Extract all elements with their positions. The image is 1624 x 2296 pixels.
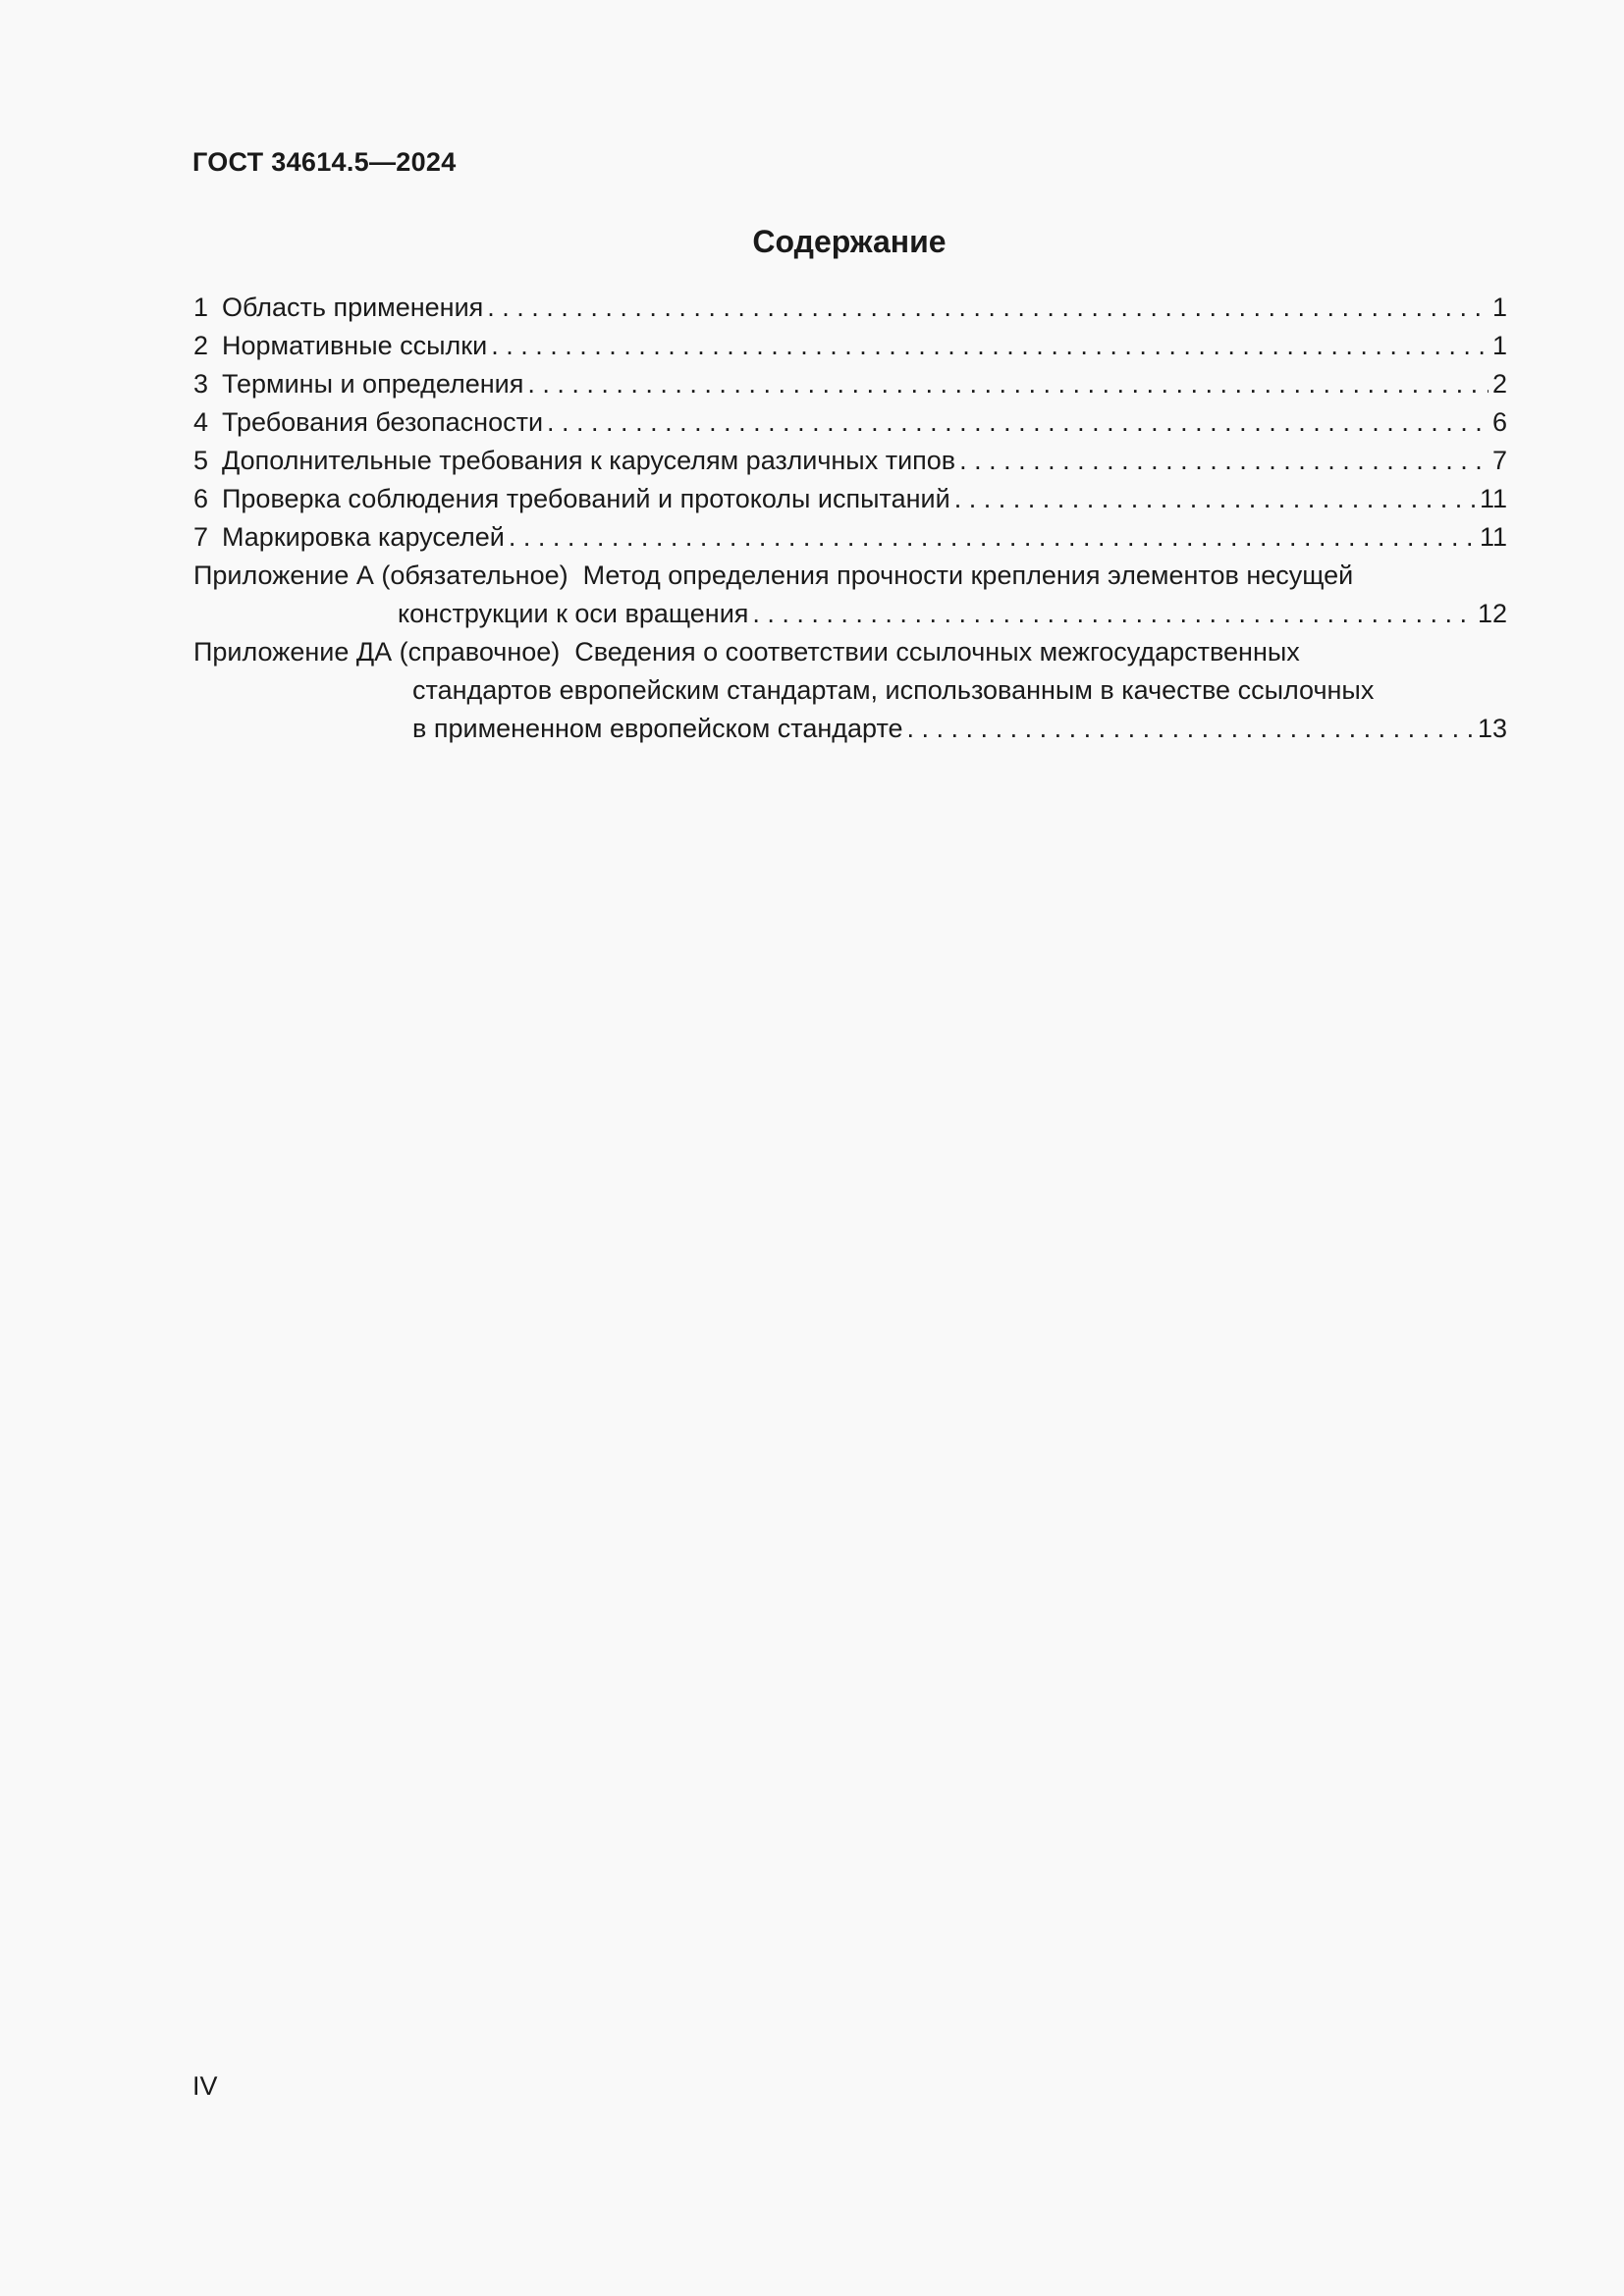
dot-leader <box>547 403 1489 442</box>
toc-entry-label: Требования безопасности <box>222 407 544 437</box>
toc-entry-page: 6 <box>1491 407 1507 437</box>
dot-leader <box>752 595 1474 633</box>
toc-entry-label: Маркировка каруселей <box>222 522 505 552</box>
toc-entry-number: 7 <box>193 522 209 552</box>
page-number: IV <box>192 2071 218 2101</box>
toc-entry-page: 1 <box>1491 293 1507 322</box>
dot-leader <box>954 480 1476 518</box>
toc-entry-1[interactable] <box>193 289 1507 327</box>
toc-entry-page: 13 <box>1477 714 1507 743</box>
toc-entry-7[interactable] <box>193 518 1507 557</box>
toc-entry-number: 5 <box>193 446 209 475</box>
annex-a-title-line: Приложение А (обязательное) Метод определения прочности крепления элементов несущей <box>193 561 1354 590</box>
dot-leader <box>509 518 1476 557</box>
toc-entry-3[interactable] <box>193 365 1507 403</box>
dot-leader <box>959 442 1489 480</box>
document-designation: ГОСТ 34614.5—2024 <box>192 147 457 177</box>
annex-a-continuation <box>193 595 1507 633</box>
toc-entry-label: Нормативные ссылки <box>222 331 488 360</box>
dot-leader <box>527 365 1489 403</box>
toc-entry-number: 6 <box>193 484 209 513</box>
table-of-contents <box>193 289 1507 748</box>
toc-entry-6[interactable] <box>193 480 1507 518</box>
toc-entry-number: 1 <box>193 293 209 322</box>
toc-entry-4[interactable] <box>193 403 1507 442</box>
annex-da-title-line: Приложение ДА (справочное) Сведения о соответствии ссылочных межгосударственных <box>193 637 1300 667</box>
toc-entry-label: Область применения <box>222 293 484 322</box>
annex-da-last-line <box>193 710 1507 748</box>
toc-entry-page: 11 <box>1479 522 1507 552</box>
toc-annex-da[interactable] <box>193 633 1507 748</box>
dot-leader <box>491 327 1489 365</box>
toc-entry-page: 12 <box>1477 599 1507 628</box>
toc-title: Содержание <box>752 224 947 259</box>
toc-entry-number: 3 <box>193 369 209 399</box>
toc-entry-2[interactable] <box>193 327 1507 365</box>
toc-entry-number: 2 <box>193 331 209 360</box>
toc-entry-label: Дополнительные требования к каруселям различных типов <box>222 446 956 475</box>
toc-entry-number: 4 <box>193 407 209 437</box>
annex-da-title-end: в примененном европейском стандарте <box>412 714 903 743</box>
dot-leader <box>907 710 1474 748</box>
annex-a-title-continuation: конструкции к оси вращения <box>398 599 749 628</box>
toc-entry-page: 11 <box>1479 484 1507 513</box>
annex-da-title-continuation: стандартов европейским стандартам, использованным в качестве ссылочных <box>412 675 1375 705</box>
toc-entry-page: 7 <box>1491 446 1507 475</box>
toc-entry-page: 1 <box>1491 331 1507 360</box>
toc-entry-label: Проверка соблюдения требований и протоколы испытаний <box>222 484 950 513</box>
toc-annex-a[interactable] <box>193 557 1507 633</box>
toc-entry-page: 2 <box>1491 369 1507 399</box>
toc-entry-label: Термины и определения <box>222 369 524 399</box>
toc-entry-5[interactable] <box>193 442 1507 480</box>
dot-leader <box>487 289 1489 327</box>
